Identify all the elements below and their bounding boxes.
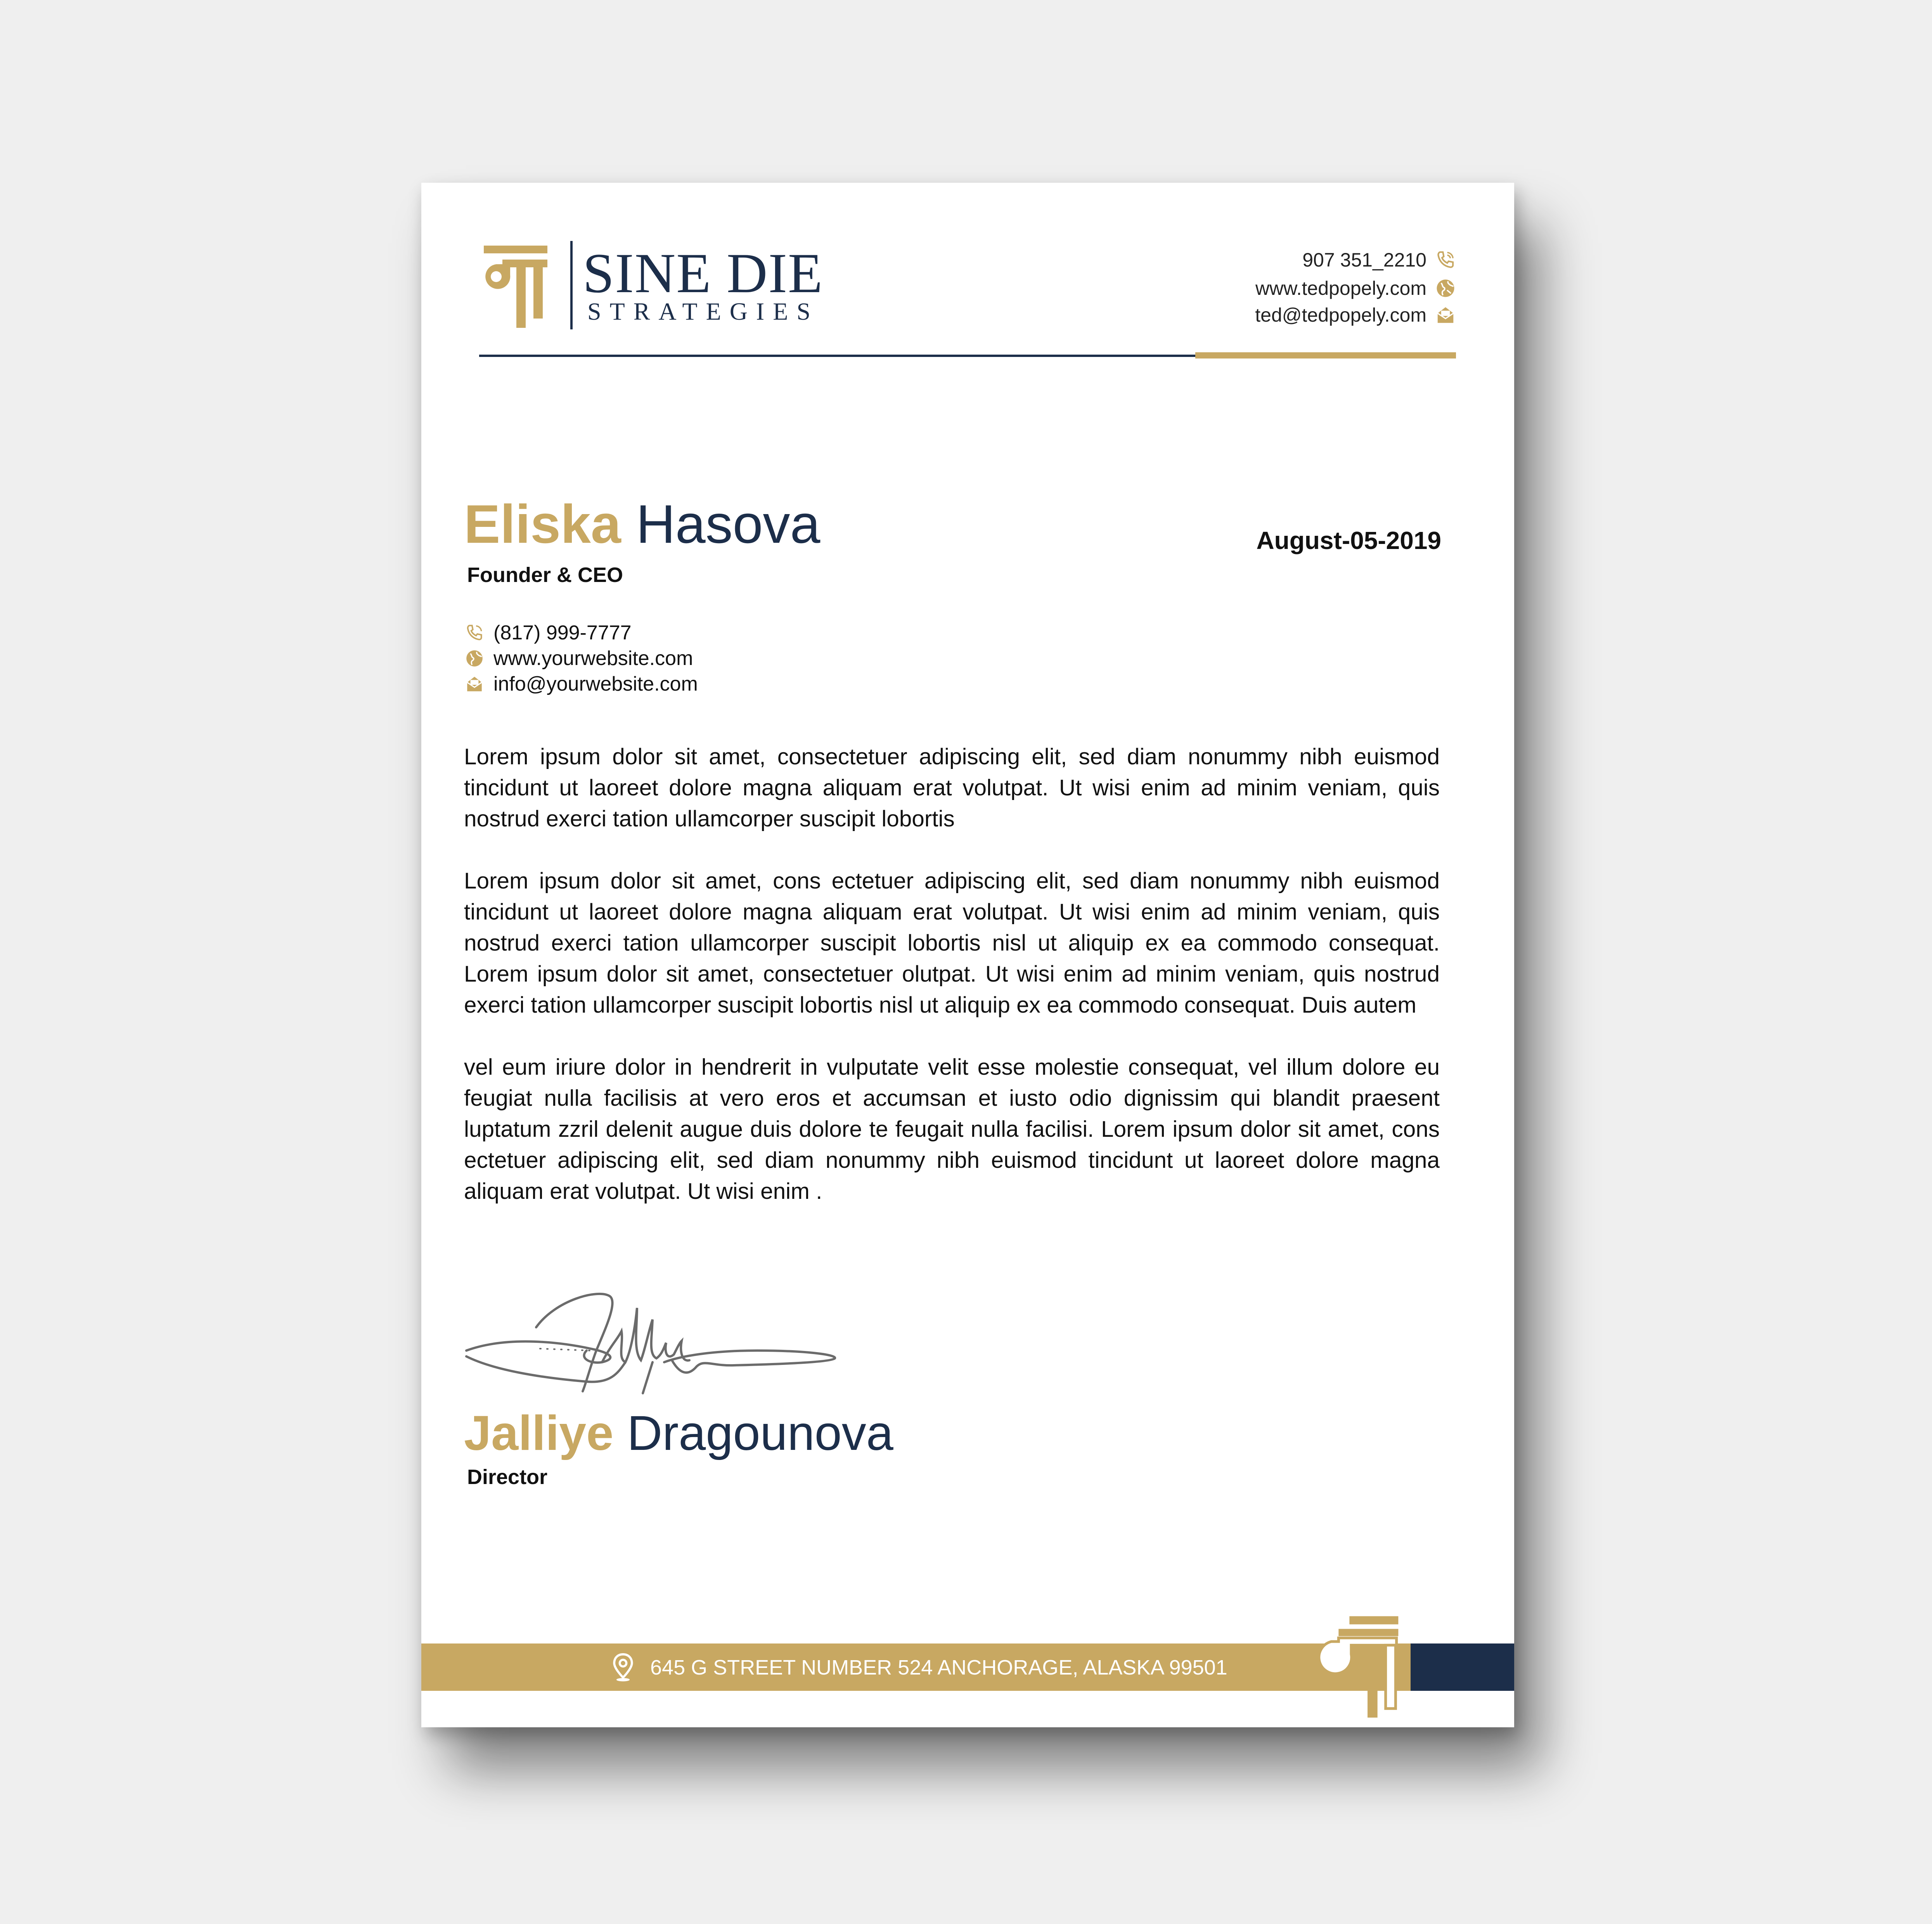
recipient-title: Founder & CEO xyxy=(467,563,623,587)
letter-body xyxy=(464,741,1440,1238)
location-pin-icon xyxy=(611,1653,635,1682)
recipient-last-name: Hasova xyxy=(636,494,821,554)
header-email-text[interactable]: ted@tedpopely.com xyxy=(1255,304,1426,326)
footer-address-row xyxy=(611,1653,1227,1682)
recipient-website-text[interactable]: www.yourwebsite.com xyxy=(493,647,693,670)
phone-icon xyxy=(465,623,484,642)
header-phone-row xyxy=(1302,249,1456,271)
header-rule-navy xyxy=(479,355,1195,357)
signer-title: Director xyxy=(467,1465,548,1489)
recipient-email-row xyxy=(465,672,698,696)
signer-first-name: Jalliye xyxy=(464,1406,614,1460)
brand-name: SINE DIE xyxy=(583,242,824,305)
footer-band-navy xyxy=(1411,1643,1514,1691)
header-website-row xyxy=(1255,277,1456,300)
handwritten-signature xyxy=(462,1285,843,1409)
globe-icon xyxy=(465,649,484,668)
envelope-icon xyxy=(1435,305,1456,326)
signer-last-name: Dragounova xyxy=(627,1406,893,1460)
body-paragraph-1: Lorem ipsum dolor sit amet, consectetuer adipiscing elit, sed diam nonummy nibh euismod tincidunt ut laoreet dolore magna aliquam erat volutpat. Ut wisi enim ad minim veniam, quis nostrud exerci tation ullamcorper suscipit lobortis xyxy=(464,744,1440,831)
logo-mark-icon xyxy=(479,241,557,334)
signer-name xyxy=(464,1406,893,1460)
header-email-row xyxy=(1255,304,1456,326)
recipient-name xyxy=(464,494,821,554)
brand-tagline: STRATEGIES xyxy=(587,298,819,325)
header-rule-gold xyxy=(1195,352,1456,358)
phone-icon xyxy=(1435,249,1456,270)
globe-icon xyxy=(1435,278,1456,299)
header-website-text[interactable]: www.tedpopely.com xyxy=(1255,277,1426,299)
body-paragraph-3: vel eum iriure dolor in hendrerit in vulputate velit esse molestie consequat, vel illum dolore eu feugiat nulla facilisis at vero eros et accumsan et iusto odio dignissim qui blandit praesent luptatum zzril delenit augue duis dolore te feugait nulla facilisi. Lorem ipsum dolor sit amet, cons ectetuer adipiscing elit, sed diam nonummy nibh euismod tincidunt ut laoreet dolore magna aliquam erat volutpat. Ut wisi enim . xyxy=(464,1055,1440,1204)
letter-date: August-05-2019 xyxy=(1256,526,1441,554)
letterhead-page xyxy=(421,183,1514,1727)
recipient-phone-row xyxy=(465,621,632,644)
footer-address-text: 645 G STREET NUMBER 524 ANCHORAGE, ALASKA 99501 xyxy=(650,1656,1227,1679)
recipient-email-text[interactable]: info@yourwebsite.com xyxy=(493,673,698,695)
footer-logo-mark-icon xyxy=(1314,1614,1411,1723)
header-phone-text: 907 351_2210 xyxy=(1302,249,1426,271)
recipient-phone-text: (817) 999-7777 xyxy=(493,622,632,644)
envelope-icon xyxy=(465,674,484,694)
recipient-website-row xyxy=(465,647,693,670)
recipient-first-name: Eliska xyxy=(464,494,621,554)
logo-divider xyxy=(570,241,573,329)
body-paragraph-2: Lorem ipsum dolor sit amet, cons ectetuer adipiscing elit, sed diam nonummy nibh euismod tincidunt ut laoreet dolore magna aliquam erat volutpat. Ut wisi enim ad minim veniam, quis nostrud exerci tation ullamcorper suscipit lobortis nisl ut aliquip ex ea commodo consequat. Lorem ipsum dolor sit amet, consectetuer olutpat. Ut wisi enim ad minim veniam, quis nostrud exerci tation ullamcorper suscipit lobortis nisl ut aliquip ex ea commodo consequat. Duis autem xyxy=(464,868,1440,1018)
